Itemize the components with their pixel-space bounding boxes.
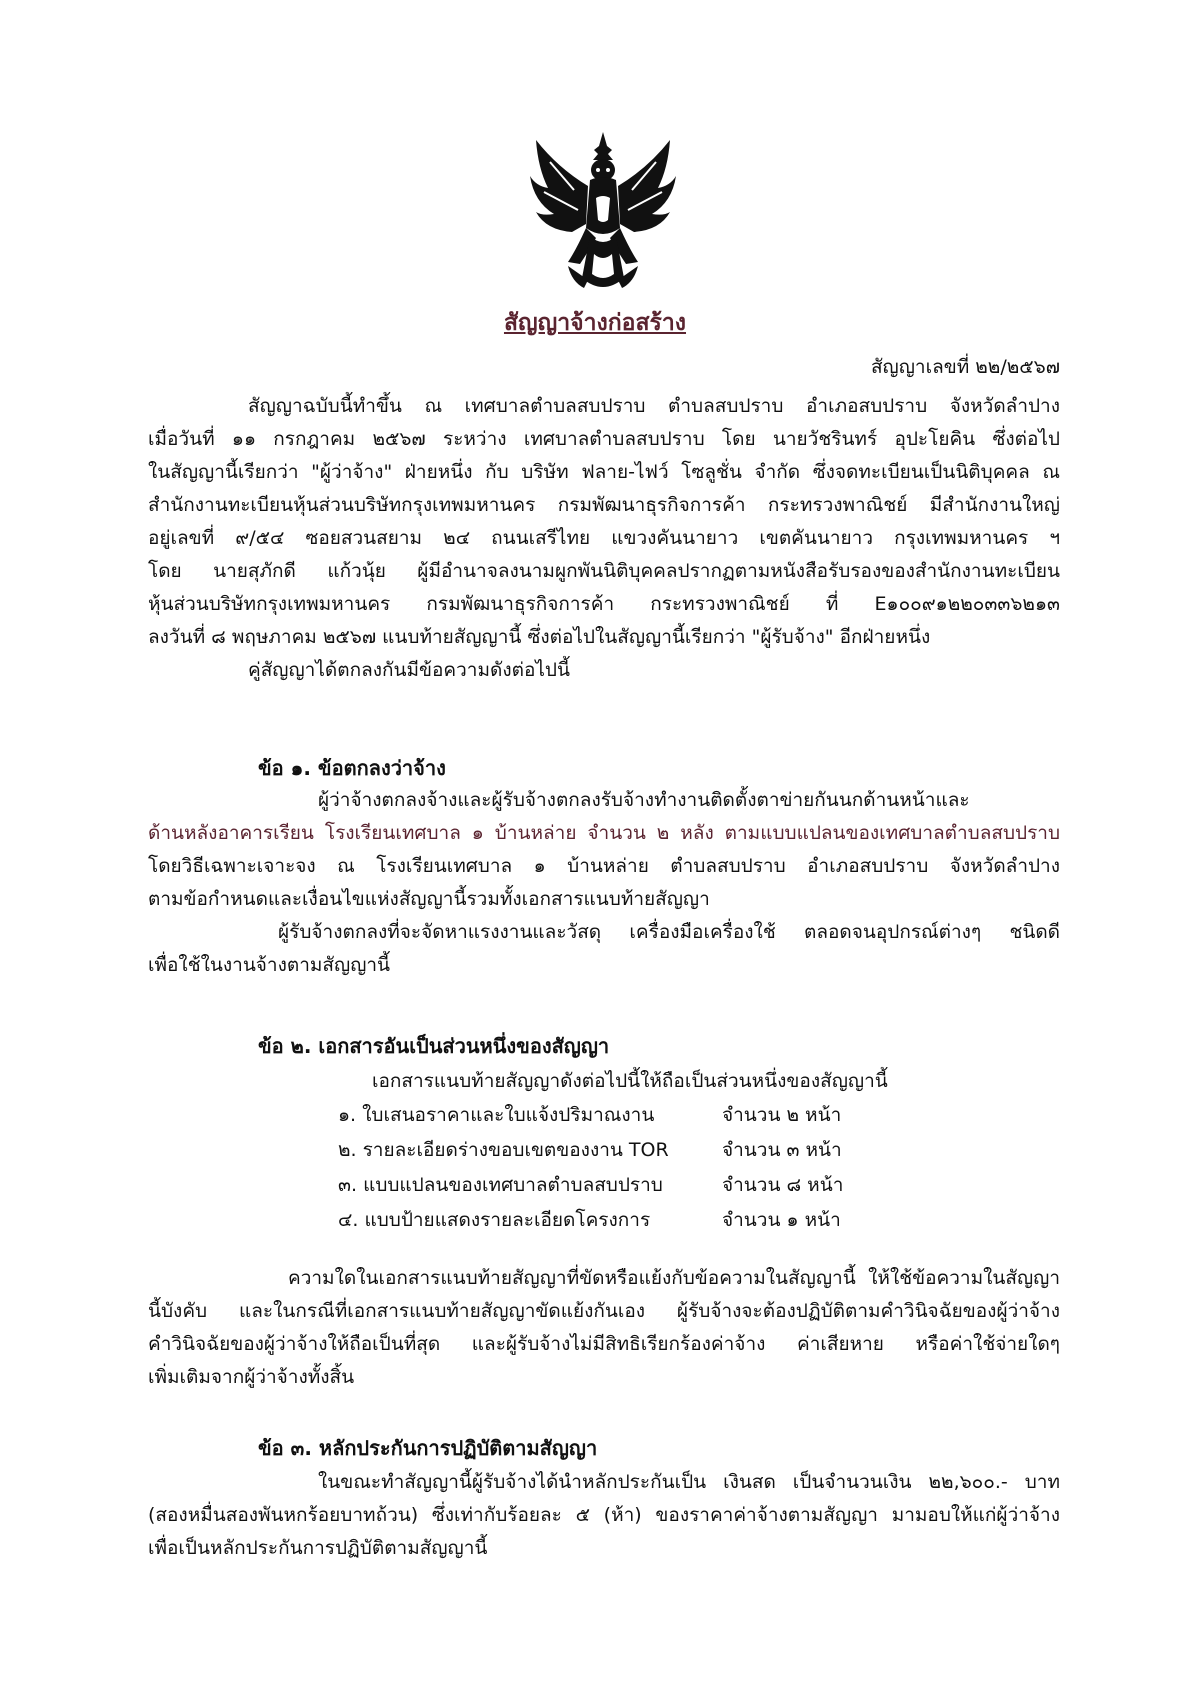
attachment-pages: จำนวน ๑ หน้า xyxy=(722,1209,841,1231)
preamble-line: ลงวันที่ ๘ พฤษภาคม ๒๕๖๗ แนบท้ายสัญญานี้ ซึ่งต่อไปในสัญญานี้เรียกว่า "ผู้รับจ้าง" อีกฝ่ายหนึ่ง xyxy=(148,626,931,648)
attachment-row xyxy=(338,1135,898,1165)
clause-3-paragraph xyxy=(148,1466,1060,1565)
preamble-line: โดย นายสุภักดี แก้วนุ้ย ผู้มีอำนาจลงนามผูกพันนิติบุคคลปรากฏตามหนังสือรับรองของสำนักงานทะเบียน xyxy=(148,560,1060,582)
attachment-row xyxy=(338,1100,898,1130)
preamble-line: สัญญาฉบับนี้ทำขึ้น ณ เทศบาลตำบลสบปราบ ตำบลสบปราบ อำเภอสบปราบ จังหวัดลำปาง xyxy=(248,395,1060,417)
preamble-paragraph xyxy=(148,390,1060,687)
clause-2-heading: ข้อ ๒. เอกสารอันเป็นส่วนหนึ่งของสัญญา xyxy=(258,1034,610,1058)
clause-2-line: คำวินิจฉัยของผู้ว่าจ้างให้ถือเป็นที่สุด และผู้รับจ้างไม่มีสิทธิเรียกร้องค่าจ้าง ค่าเสียหาย หรือค่าใช้จ่ายใดๆ xyxy=(148,1333,1060,1355)
attachment-pages: จำนวน ๒ หน้า xyxy=(722,1104,842,1126)
clause-2-line: เพิ่มเติมจากผู้ว่าจ้างทั้งสิ้น xyxy=(148,1366,355,1388)
attachment-row xyxy=(338,1205,898,1235)
clause-3-line: (สองหมื่นสองพันหกร้อยบาทถ้วน) ซึ่งเท่ากับร้อยละ ๕ (ห้า) ของราคาค่าจ้างตามสัญญา มามอบให้แก่ผู้ว่าจ้าง xyxy=(148,1504,1060,1526)
attachment-label: ๓. แบบแปลนของเทศบาลตำบลสบปราบ xyxy=(338,1174,663,1196)
clause-1-heading: ข้อ ๑. ข้อตกลงว่าจ้าง xyxy=(258,756,446,780)
clause-1-line: ผู้รับจ้างตกลงที่จะจัดหาแรงงานและวัสดุ เครื่องมือเครื่องใช้ ตลอดจนอุปกรณ์ต่างๆ ชนิดดี xyxy=(278,921,1060,943)
clause-2-line: นี้บังคับ และในกรณีที่เอกสารแนบท้ายสัญญาขัดแย้งกันเอง ผู้รับจ้างจะต้องปฏิบัติตามคำวินิจฉัยของผู้ว่าจ้าง xyxy=(148,1300,1060,1322)
document-title: สัญญาจ้างก่อสร้าง xyxy=(503,310,687,336)
attachment-label: ๒. รายละเอียดร่างขอบเขตของงาน TOR xyxy=(338,1139,669,1161)
preamble-line: คู่สัญญาได้ตกลงกันมีข้อความดังต่อไปนี้ xyxy=(248,659,570,681)
clause-2-intro: เอกสารแนบท้ายสัญญาดังต่อไปนี้ให้ถือเป็นส่วนหนึ่งของสัญญานี้ xyxy=(372,1070,888,1092)
clause-1-paragraph xyxy=(148,784,1060,982)
attachment-pages: จำนวน ๘ หน้า xyxy=(722,1174,844,1196)
clause-1-line: ด้านหลังอาคารเรียน โรงเรียนเทศบาล ๑ บ้านหล่าย จำนวน ๒ หลัง ตามแบบแปลนของเทศบาลตำบลสบปราบ xyxy=(148,822,1060,844)
contract-number: สัญญาเลขที่ ๒๒/๒๕๖๗ xyxy=(870,356,1060,378)
preamble-line: อยู่เลขที่ ๙/๕๔ ซอยสวนสยาม ๒๔ ถนนเสรีไทย แขวงคันนายาว เขตคันนายาว กรุงเทพมหานคร ฯ xyxy=(148,527,1060,549)
clause-2-line: ความใดในเอกสารแนบท้ายสัญญาที่ขัดหรือแย้งกับข้อความในสัญญานี้ ให้ใช้ข้อความในสัญญา xyxy=(288,1267,1060,1289)
clause-1-line: ตามข้อกำหนดและเงื่อนไขแห่งสัญญานี้รวมทั้งเอกสารแนบท้ายสัญญา xyxy=(148,888,710,910)
clause-3-heading: ข้อ ๓. หลักประกันการปฏิบัติตามสัญญา xyxy=(258,1436,598,1460)
attachment-row xyxy=(338,1170,898,1200)
clause-1-line: เพื่อใช้ในงานจ้างตามสัญญานี้ xyxy=(148,954,391,976)
clause-2-paragraph xyxy=(148,1262,1060,1394)
preamble-line: ในสัญญานี้เรียกว่า "ผู้ว่าจ้าง" ฝ่ายหนึ่ง กับ บริษัท ฟลาย-ไฟว์ โซลูชั่น จำกัด ซึ่งจดทะเบียนเป็นนิติบุคคล ณ xyxy=(148,461,1060,483)
preamble-line: หุ้นส่วนบริษัทกรุงเทพมหานคร กรมพัฒนาธุรกิจการค้า กระทรวงพาณิชย์ ที่ E๑๐๐๙๑๒๒๐๓๓๖๒๑๓ xyxy=(148,593,1060,615)
garuda-emblem xyxy=(528,128,678,300)
attachment-label: ๔. แบบป้ายแสดงรายละเอียดโครงการ xyxy=(338,1209,651,1231)
attachment-label: ๑. ใบเสนอราคาและใบแจ้งปริมาณงาน xyxy=(338,1104,655,1126)
attachment-pages: จำนวน ๓ หน้า xyxy=(722,1139,842,1161)
preamble-line: สำนักงานทะเบียนหุ้นส่วนบริษัทกรุงเทพมหานคร กรมพัฒนาธุรกิจการค้า กระทรวงพาณิชย์ มีสำนักงานใหญ่ xyxy=(148,494,1060,516)
clause-3-line: เพื่อเป็นหลักประกันการปฏิบัติตามสัญญานี้ xyxy=(148,1537,488,1559)
preamble-line: เมื่อวันที่ ๑๑ กรกฎาคม ๒๕๖๗ ระหว่าง เทศบาลตำบลสบปราบ โดย นายวัชรินทร์ อุปะโยคิน ซึ่งต่อไป xyxy=(148,428,1060,450)
clause-3-line: ในขณะทำสัญญานี้ผู้รับจ้างได้นำหลักประกันเป็น เงินสด เป็นจำนวนเงิน ๒๒,๖๐๐.- บาท xyxy=(318,1471,1060,1493)
clause-1-line: โดยวิธีเฉพาะเจาะจง ณ โรงเรียนเทศบาล ๑ บ้านหล่าย ตำบลสบปราบ อำเภอสบปราบ จังหวัดลำปาง xyxy=(148,855,1060,877)
clause-1-line: ผู้ว่าจ้างตกลงจ้างและผู้รับจ้างตกลงรับจ้างทำงานติดตั้งตาข่ายกันนกด้านหน้าและ xyxy=(318,789,970,811)
